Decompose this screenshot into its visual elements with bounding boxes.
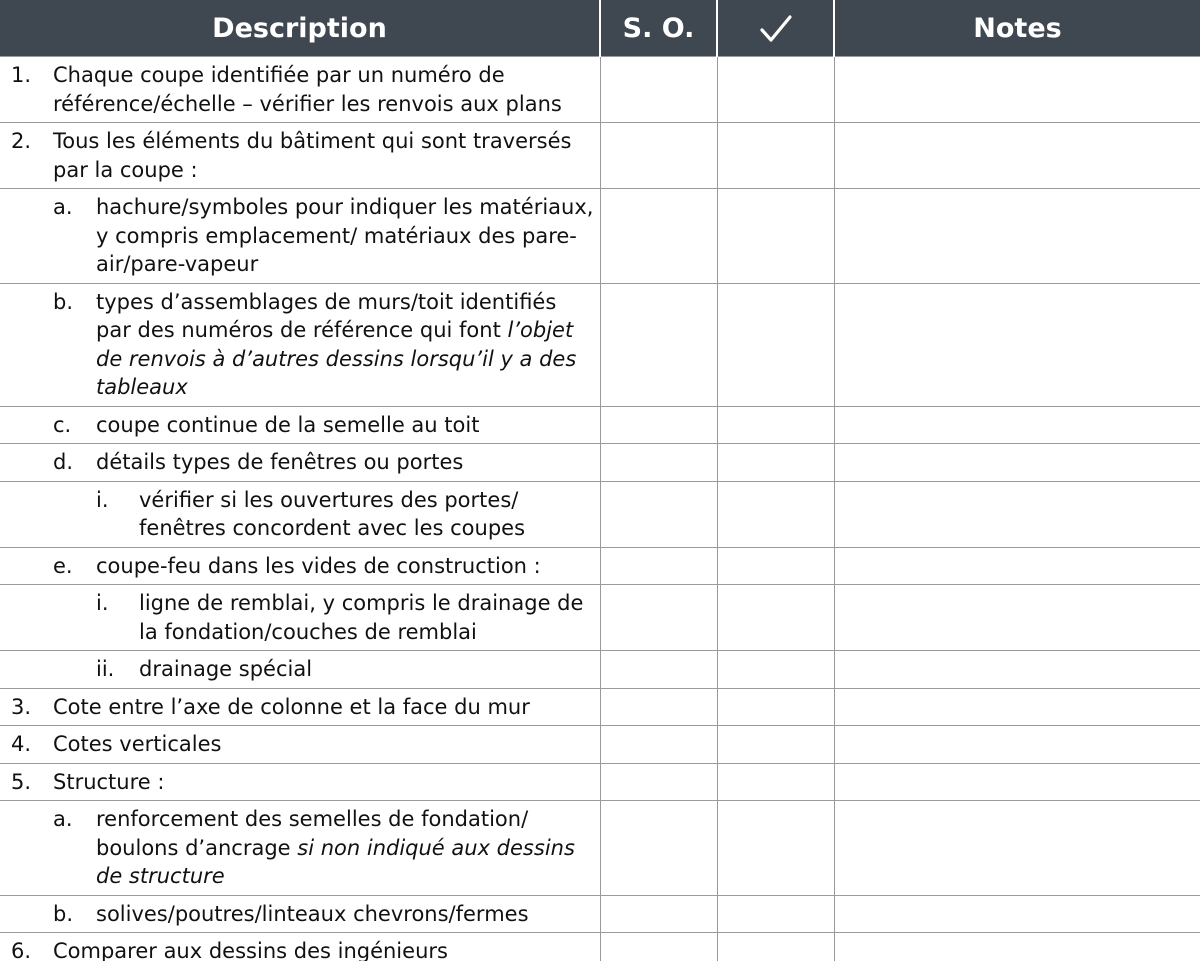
item-italic-text: l’objet de renvois à d’autres dessins lorsqu’il y a des tableaux (96, 318, 577, 399)
so-cell[interactable] (600, 444, 717, 482)
header-description: Description (0, 0, 600, 57)
table-row (0, 585, 1200, 651)
row-description (0, 801, 600, 896)
item-text: coupe-feu dans les vides de construction : (96, 553, 541, 578)
so-cell[interactable] (600, 651, 717, 689)
item-number: 4. (11, 732, 32, 756)
table-row (0, 895, 1200, 933)
so-cell[interactable] (600, 481, 717, 547)
check-cell[interactable] (717, 688, 834, 726)
item-number: i. (96, 487, 109, 512)
so-cell[interactable] (600, 933, 717, 961)
check-cell[interactable] (717, 481, 834, 547)
item-number: ii. (96, 657, 115, 681)
so-cell[interactable] (600, 57, 717, 123)
item-number: a. (53, 195, 73, 219)
check-cell[interactable] (717, 444, 834, 482)
check-cell[interactable] (717, 585, 834, 651)
table-row (0, 688, 1200, 726)
item-text: Tous les éléments du bâtiment qui sont traversés par la coupe : (53, 129, 572, 182)
table-row (0, 801, 1200, 896)
item-number: c. (53, 412, 72, 437)
item-text: ligne de remblai, y compris le drainage de la fondation/couches de remblai (139, 591, 584, 644)
row-description (0, 123, 600, 189)
table-row (0, 406, 1200, 444)
header-check (717, 0, 834, 57)
table-row (0, 57, 1200, 123)
notes-cell[interactable] (834, 585, 1200, 651)
checkmark-icon (759, 14, 793, 44)
notes-cell[interactable] (834, 57, 1200, 123)
item-text: hachure/symboles pour indiquer les matériaux, y compris emplacement/ matériaux des pare-air/pare-vapeur (96, 195, 594, 276)
notes-cell[interactable] (834, 481, 1200, 547)
item-text: détails types de fenêtres ou portes (96, 450, 464, 474)
check-cell[interactable] (717, 283, 834, 406)
row-description (0, 444, 600, 482)
notes-cell[interactable] (834, 763, 1200, 801)
item-text: Cotes verticales (53, 732, 222, 756)
notes-cell[interactable] (834, 283, 1200, 406)
item-text: types d’assemblages de murs/toit identifiés par des numéros de référence qui font (96, 289, 557, 342)
notes-cell[interactable] (834, 688, 1200, 726)
row-description (0, 406, 600, 444)
so-cell[interactable] (600, 189, 717, 284)
so-cell[interactable] (600, 726, 717, 764)
notes-cell[interactable] (834, 444, 1200, 482)
notes-cell[interactable] (834, 895, 1200, 933)
item-text: Chaque coupe identifiée par un numéro de référence/échelle – vérifier les renvois aux plans (53, 63, 562, 116)
item-number: a. (53, 807, 73, 831)
item-number: 1. (11, 63, 32, 87)
table-row (0, 763, 1200, 801)
row-description (0, 933, 600, 961)
check-cell[interactable] (717, 726, 834, 764)
row-description (0, 895, 600, 933)
notes-cell[interactable] (834, 651, 1200, 689)
item-number: 5. (11, 769, 32, 794)
table-row (0, 651, 1200, 689)
table-row (0, 547, 1200, 585)
check-cell[interactable] (717, 547, 834, 585)
row-description (0, 547, 600, 585)
so-cell[interactable] (600, 406, 717, 444)
row-description (0, 283, 600, 406)
check-cell[interactable] (717, 406, 834, 444)
check-cell[interactable] (717, 651, 834, 689)
row-description (0, 189, 600, 284)
row-description (0, 57, 600, 123)
item-number: b. (53, 289, 74, 314)
table-row (0, 481, 1200, 547)
notes-cell[interactable] (834, 547, 1200, 585)
notes-cell[interactable] (834, 189, 1200, 284)
check-cell[interactable] (717, 801, 834, 896)
header-notes: Notes (834, 0, 1200, 57)
row-description (0, 763, 600, 801)
item-number: 2. (11, 129, 32, 153)
table-row (0, 726, 1200, 764)
header-row (0, 0, 1200, 57)
notes-cell[interactable] (834, 726, 1200, 764)
so-cell[interactable] (600, 688, 717, 726)
so-cell[interactable] (600, 585, 717, 651)
item-number: 3. (11, 694, 32, 719)
item-text: drainage spécial (139, 657, 313, 681)
item-number: b. (53, 901, 74, 926)
item-number: e. (53, 553, 73, 578)
so-cell[interactable] (600, 283, 717, 406)
so-cell[interactable] (600, 547, 717, 585)
check-cell[interactable] (717, 895, 834, 933)
table-row (0, 283, 1200, 406)
notes-cell[interactable] (834, 933, 1200, 961)
item-text: Structure : (53, 769, 165, 794)
item-text: Comparer aux dessins des ingénieurs (53, 939, 448, 961)
item-number: i. (96, 591, 109, 615)
check-cell[interactable] (717, 189, 834, 284)
item-text: renforcement des semelles de fondation/ boulons d’ancrage (96, 807, 529, 860)
item-text: coupe continue de la semelle au toit (96, 412, 480, 437)
table-row (0, 933, 1200, 961)
check-cell[interactable] (717, 933, 834, 961)
row-description (0, 688, 600, 726)
item-text: Cote entre l’axe de colonne et la face du mur (53, 694, 530, 719)
table-row (0, 444, 1200, 482)
table-row (0, 123, 1200, 189)
so-cell[interactable] (600, 123, 717, 189)
check-cell[interactable] (717, 123, 834, 189)
item-number: d. (53, 450, 74, 474)
row-description (0, 726, 600, 764)
notes-cell[interactable] (834, 123, 1200, 189)
table-row (0, 189, 1200, 284)
notes-cell[interactable] (834, 406, 1200, 444)
so-cell[interactable] (600, 801, 717, 896)
item-text: vérifier si les ouvertures des portes/ fenêtres concordent avec les coupes (139, 487, 526, 540)
check-cell[interactable] (717, 57, 834, 123)
so-cell[interactable] (600, 763, 717, 801)
header-so: S. O. (600, 0, 717, 57)
so-cell[interactable] (600, 895, 717, 933)
check-cell[interactable] (717, 763, 834, 801)
row-description (0, 651, 600, 689)
item-italic-text: si non indiqué aux dessins de structure (96, 835, 575, 888)
row-description (0, 585, 600, 651)
item-text: solives/poutres/linteaux chevrons/fermes (96, 901, 529, 926)
notes-cell[interactable] (834, 801, 1200, 896)
row-description (0, 481, 600, 547)
item-number: 6. (11, 939, 32, 961)
